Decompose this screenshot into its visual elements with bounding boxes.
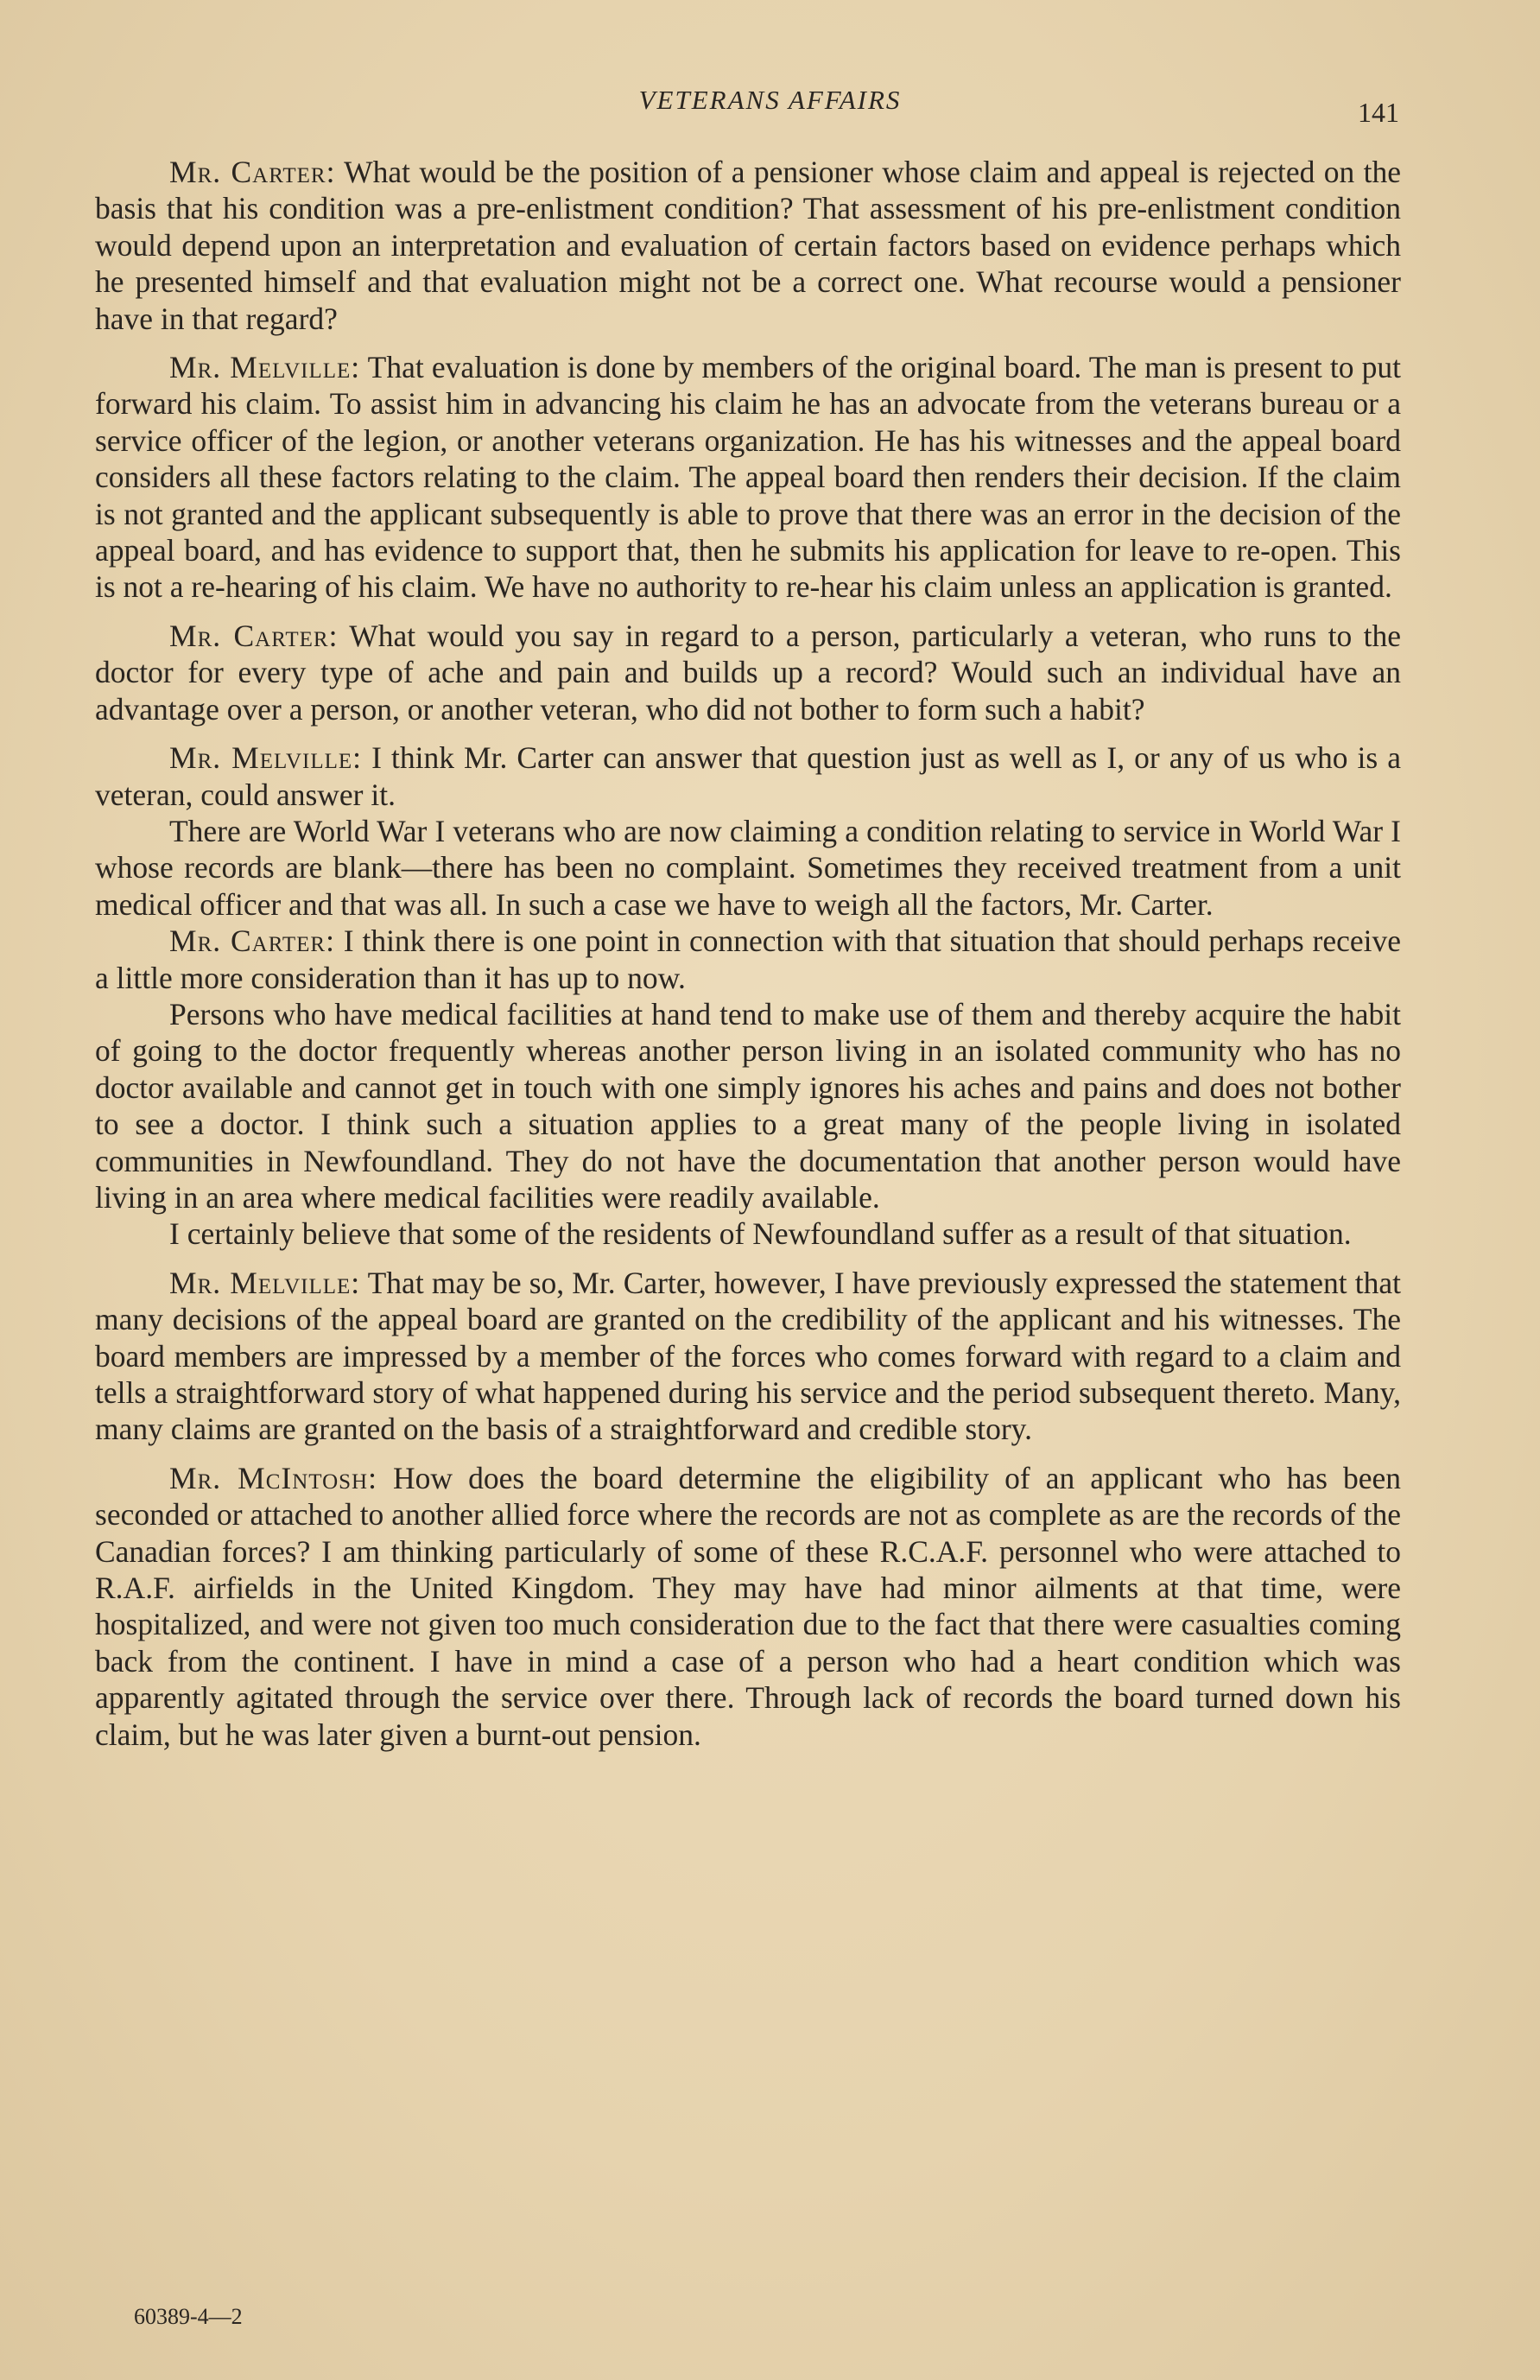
paragraph-text: I think there is one point in connection with that situation that should perhaps receive a little more consideration than it has up to now. — [95, 923, 1401, 995]
paragraph — [95, 154, 1401, 337]
paragraph — [95, 739, 1401, 813]
paragraph-text: Persons who have medical facilities at hand tend to make use of them and thereby acquire the habit of going to the doctor frequently whereas another person living in an isolated community who has no doctor available and cannot get in touch with one simply ignores his aches and pains and does not bother to see a doctor. I think such a situation applies to a great many of the people living in isolated communities in Newfoundland. They do not have the documentation that another person would have living in an area where medical facilities were readily available. — [95, 996, 1401, 1215]
paragraph-text: That may be so, Mr. Carter, however, I have previously expressed the statement that many decisions of the appeal board are granted on the credibility of the applicant and his witnesses. The board members are impressed by a member of the forces who comes forward with regard to a claim and tells a straightforward story of what happened during his service and the period subsequent thereto. Many, many claims are granted on the basis of a straightforward and credible story. — [95, 1265, 1401, 1447]
paragraph-text: How does the board determine the eligibility of an applicant who has been seconded or attached to another allied force where the records are not as complete as are the records of the Canadian forces? I am thinking particularly of some of these R.C.A.F. personnel who were attached to R.A.F. airfields in the United Kingdom. They may have had minor ailments at that time, were hospitalized, and were not given too much consideration due to the fact that there were casualties coming back from the continent. I have in mind a case of a person who had a heart condition which was apparently agitated through the service over there. Through lack of records the board turned down his claim, but he was later given a burnt-out pension. — [95, 1460, 1401, 1752]
paragraph — [95, 1460, 1401, 1753]
paragraph-text: I certainly believe that some of the residents of Newfoundland suffer as a result of that situation. — [169, 1216, 1352, 1252]
paragraph-text: What would you say in regard to a person, particularly a veteran, who runs to the doctor for every type of ache and pain and builds up a record? Would such an individual have an advantage over a person, or another veteran, who did not bother to form such a habit? — [95, 618, 1401, 727]
speaker-name: Mr. Melville: — [169, 350, 361, 385]
speaker-name: Mr. Carter: — [169, 923, 335, 959]
paragraph — [95, 1215, 1401, 1252]
body-text — [95, 154, 1401, 1753]
speaker-name: Mr. Melville: — [169, 1265, 361, 1300]
paragraph — [95, 1265, 1401, 1448]
paragraph-text: What would be the position of a pensioner whose claim and appeal is rejected on the basis that his condition was a pre-enlistment condition? That assessment of his pre-enlistment condition would depend upon an interpretation and evaluation of certain factors based on evidence perhaps which he presented himself and that evaluation might not be a correct one. What recourse would a pensioner have in that regard? — [95, 155, 1401, 336]
speaker-name: Mr. Melville: — [169, 740, 363, 776]
paragraph-text: There are World War I veterans who are now claiming a condition relating to service in World War I whose records are blank—there has been no complaint. Sometimes they received treatment from a unit medical officer and that was all. In such a case we have to weigh all the factors, Mr. Carter. — [95, 813, 1401, 922]
paragraph — [95, 923, 1401, 996]
paragraph-text: That evaluation is done by members of the original board. The man is present to put forward his claim. To assist him in advancing his claim he has an advocate from the veterans bureau or a service officer of the legion, or another veterans organization. He has his witnesses and the appeal board considers all these factors relating to the claim. The appeal board then renders their decision. If the claim is not granted and the applicant subsequently is able to prove that there was an error in the decision of the appeal board, and has evidence to support that, then he submits his application for leave to re-open. This is not a re-hearing of his claim. We have no authority to re-hear his claim unless an application is granted. — [95, 350, 1402, 605]
paragraph — [95, 349, 1401, 606]
signature-code: 60389-4—2 — [134, 2304, 243, 2329]
page-number: 141 — [1358, 97, 1399, 128]
paragraph — [95, 618, 1401, 727]
paragraph — [95, 996, 1401, 1215]
running-title: VETERANS AFFAIRS — [638, 85, 902, 115]
paragraph-text: I think Mr. Carter can answer that question just as well as I, or any of us who is a veteran, could answer it. — [95, 740, 1402, 812]
speaker-name: Mr. McIntosh: — [169, 1460, 377, 1495]
paragraph — [95, 813, 1401, 923]
speaker-name: Mr. Carter: — [169, 155, 336, 189]
speaker-name: Mr. Carter: — [169, 618, 339, 653]
